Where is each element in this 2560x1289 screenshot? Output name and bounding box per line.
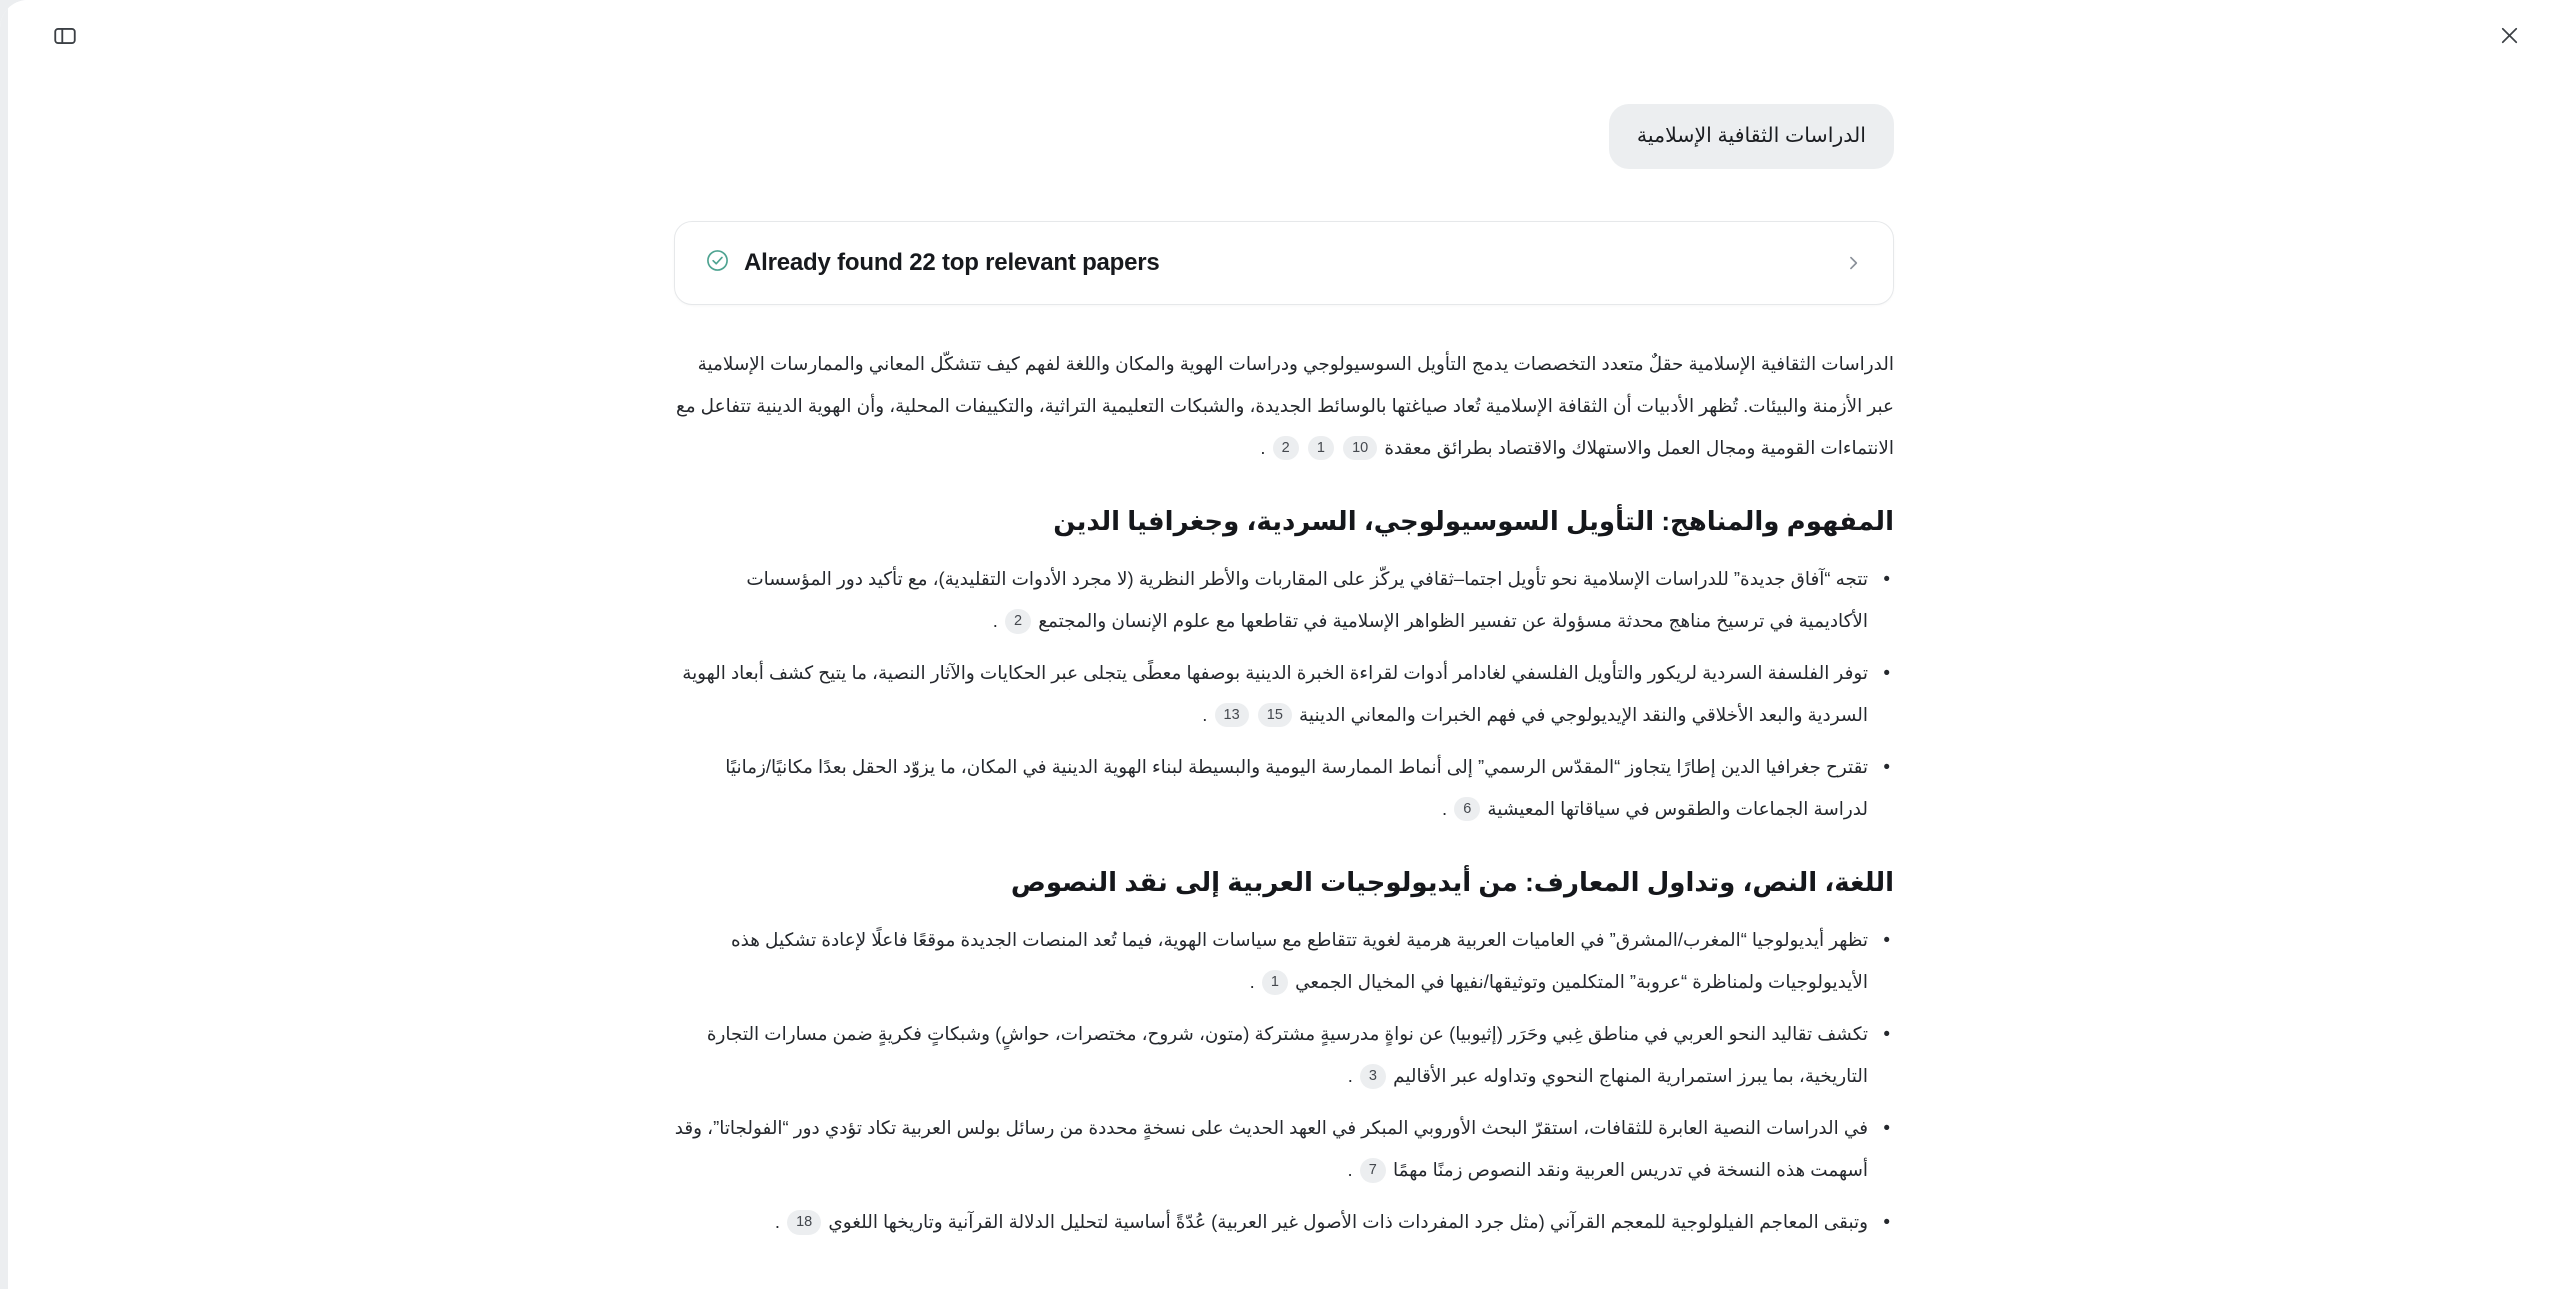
citation-badge[interactable]: 1	[1262, 970, 1288, 995]
chevron-right-icon[interactable]	[1843, 253, 1863, 273]
citation-badge[interactable]: 7	[1360, 1158, 1386, 1183]
citation-badge[interactable]: 3	[1360, 1064, 1386, 1089]
intro-paragraph: الدراسات الثقافية الإسلامية حقلٌ متعدد التخصصات يدمج التأويل السوسيولوجي ودراسات الهوية والمكان واللغة لفهم كيف تتشكّل المعاني والممارسات الإسلامية عبر الأزمنة والبيئات. تُظهر الأدبيات أن الثقافة الإسلامية تُعاد صياغتها بالوسائط الجديدة، والشبكات التعليمية التراثية، والتكييفات المحلية، وأن الهوية الدينية تتفاعل مع الانتماءات القومية ومجال العمل والاستهلاك والاقتصاد بطرائق معقدة 10 1 2 .	[674, 343, 1894, 469]
sidebar-panel-icon	[52, 23, 78, 52]
bullet-item: • تكشف تقاليد النحو العربي في مناطق غِبي وحَرَر (إثيوبيا) عن نواةٍ مدرسيةٍ مشتركة (متون، شروح، مختصرات، حواشٍ) وشبكاتٍ فكريةٍ ضمن مسارات التجارة التاريخية، بما يبرز استمرارية المنهاج النحوي وتداوله عبر الأقاليم 3 .	[674, 1013, 1894, 1097]
conversation-scroll-area[interactable]	[8, 74, 2560, 1289]
sidebar-toggle-button[interactable]	[42, 14, 88, 60]
section-bullet-list	[674, 558, 1894, 830]
bullet-item: • وتبقى المعاجم الفيلولوجية للمعجم القرآني (مثل جرد المفردات ذات الأصول غير العربية) عُدّةً أساسية لتحليل الدلالة القرآنية وتاريخها اللغوي 18 .	[674, 1201, 1894, 1243]
answer-article	[674, 343, 1894, 1243]
section-heading: المفهوم والمناهج: التأويل السوسيولوجي، السردية، وجغرافيا الدين	[1053, 505, 1894, 536]
bullet-item: • تتجه “آفاق جديدة” للدراسات الإسلامية نحو تأويل اجتما–ثقافي يركّز على المقاربات والأطر النظرية (لا مجرد الأدوات التقليدية)، مع تأكيد دور المؤسسات الأكاديمية في ترسيخ مناهج محدثة مسؤولة عن تفسير الظواهر الإسلامية في تقاطعها مع علوم الإنسان والمجتمع 2 .	[674, 558, 1894, 642]
close-button[interactable]	[2486, 14, 2532, 60]
bullet-item: • تقترح جغرافيا الدين إطارًا يتجاوز “المقدّس الرسمي” إلى أنماط الممارسة اليومية والبسيطة لبناء الهوية الدينية في المكان، ما يزوّد الحقل بعدًا مكانيًا/زمانيًا لدراسة الجماعات والطقوس في سياقاتها المعيشية 6 .	[674, 746, 1894, 830]
found-papers-card-main	[705, 248, 1160, 278]
window-left-rail	[0, 0, 8, 1289]
top-bar	[8, 0, 2560, 74]
citation-badge[interactable]: 2	[1005, 609, 1031, 634]
top-bar-end-group	[2486, 14, 2532, 60]
bullet-item: • تظهر أيديولوجيا “المغرب/المشرق” في العاميات العربية هرمية لغوية تتقاطع مع سياسات الهوية، فيما تُعد المنصات الجديدة موقعًا فاعلًا لإعادة تشكيل هذه الأيديولوجيات ولمناظرة “عروبة” المتكلمين وتوثيقها/نفيها في المخيال الجمعي 1 .	[674, 919, 1894, 1003]
citation-badge[interactable]: 6	[1454, 797, 1480, 822]
close-x-icon	[2497, 23, 2522, 51]
check-circle-icon	[705, 248, 730, 278]
user-message-bubble: الدراسات الثقافية الإسلامية	[1609, 104, 1894, 169]
citation-badge[interactable]: 13	[1215, 703, 1249, 728]
citation-badge[interactable]: 2	[1273, 436, 1299, 461]
conversation	[674, 74, 1894, 1243]
top-bar-start-group	[42, 14, 88, 60]
found-papers-card[interactable]	[674, 221, 1894, 305]
citation-badge[interactable]: 1	[1308, 436, 1334, 461]
bullet-item: • توفر الفلسفة السردية لريكور والتأويل الفلسفي لغادامر أدوات لقراءة الخبرة الدينية بوصفها معطًى يتجلى عبر الحكايات والآثار النصية، ما يتيح كشف أبعاد الهوية السردية والبعد الأخلاقي والنقد الإيديولوجي في فهم الخبرات والمعاني الدينية 15 13 .	[674, 652, 1894, 736]
citation-badge[interactable]: 10	[1343, 436, 1377, 461]
user-message-row	[674, 104, 1894, 169]
section-bullet-list	[674, 919, 1894, 1243]
bullet-item: • في الدراسات النصية العابرة للثقافات، استقرّ البحث الأوروبي المبكر في العهد الحديث على نسخةٍ محددة من رسائل بولس العربية تكاد تؤدي دور “الفولجاتا”، وقد أسهمت هذه النسخة في تدريس العربية ونقد النصوص زمنًا مهمًا 7 .	[674, 1107, 1894, 1191]
section-heading: اللغة، النص، وتداول المعارف: من أيديولوجيات العربية إلى نقد النصوص	[1010, 866, 1894, 897]
citation-badge[interactable]: 15	[1258, 703, 1292, 728]
citation-badge[interactable]: 18	[787, 1210, 821, 1235]
found-papers-title: Already found 22 top relevant papers	[744, 248, 1160, 276]
